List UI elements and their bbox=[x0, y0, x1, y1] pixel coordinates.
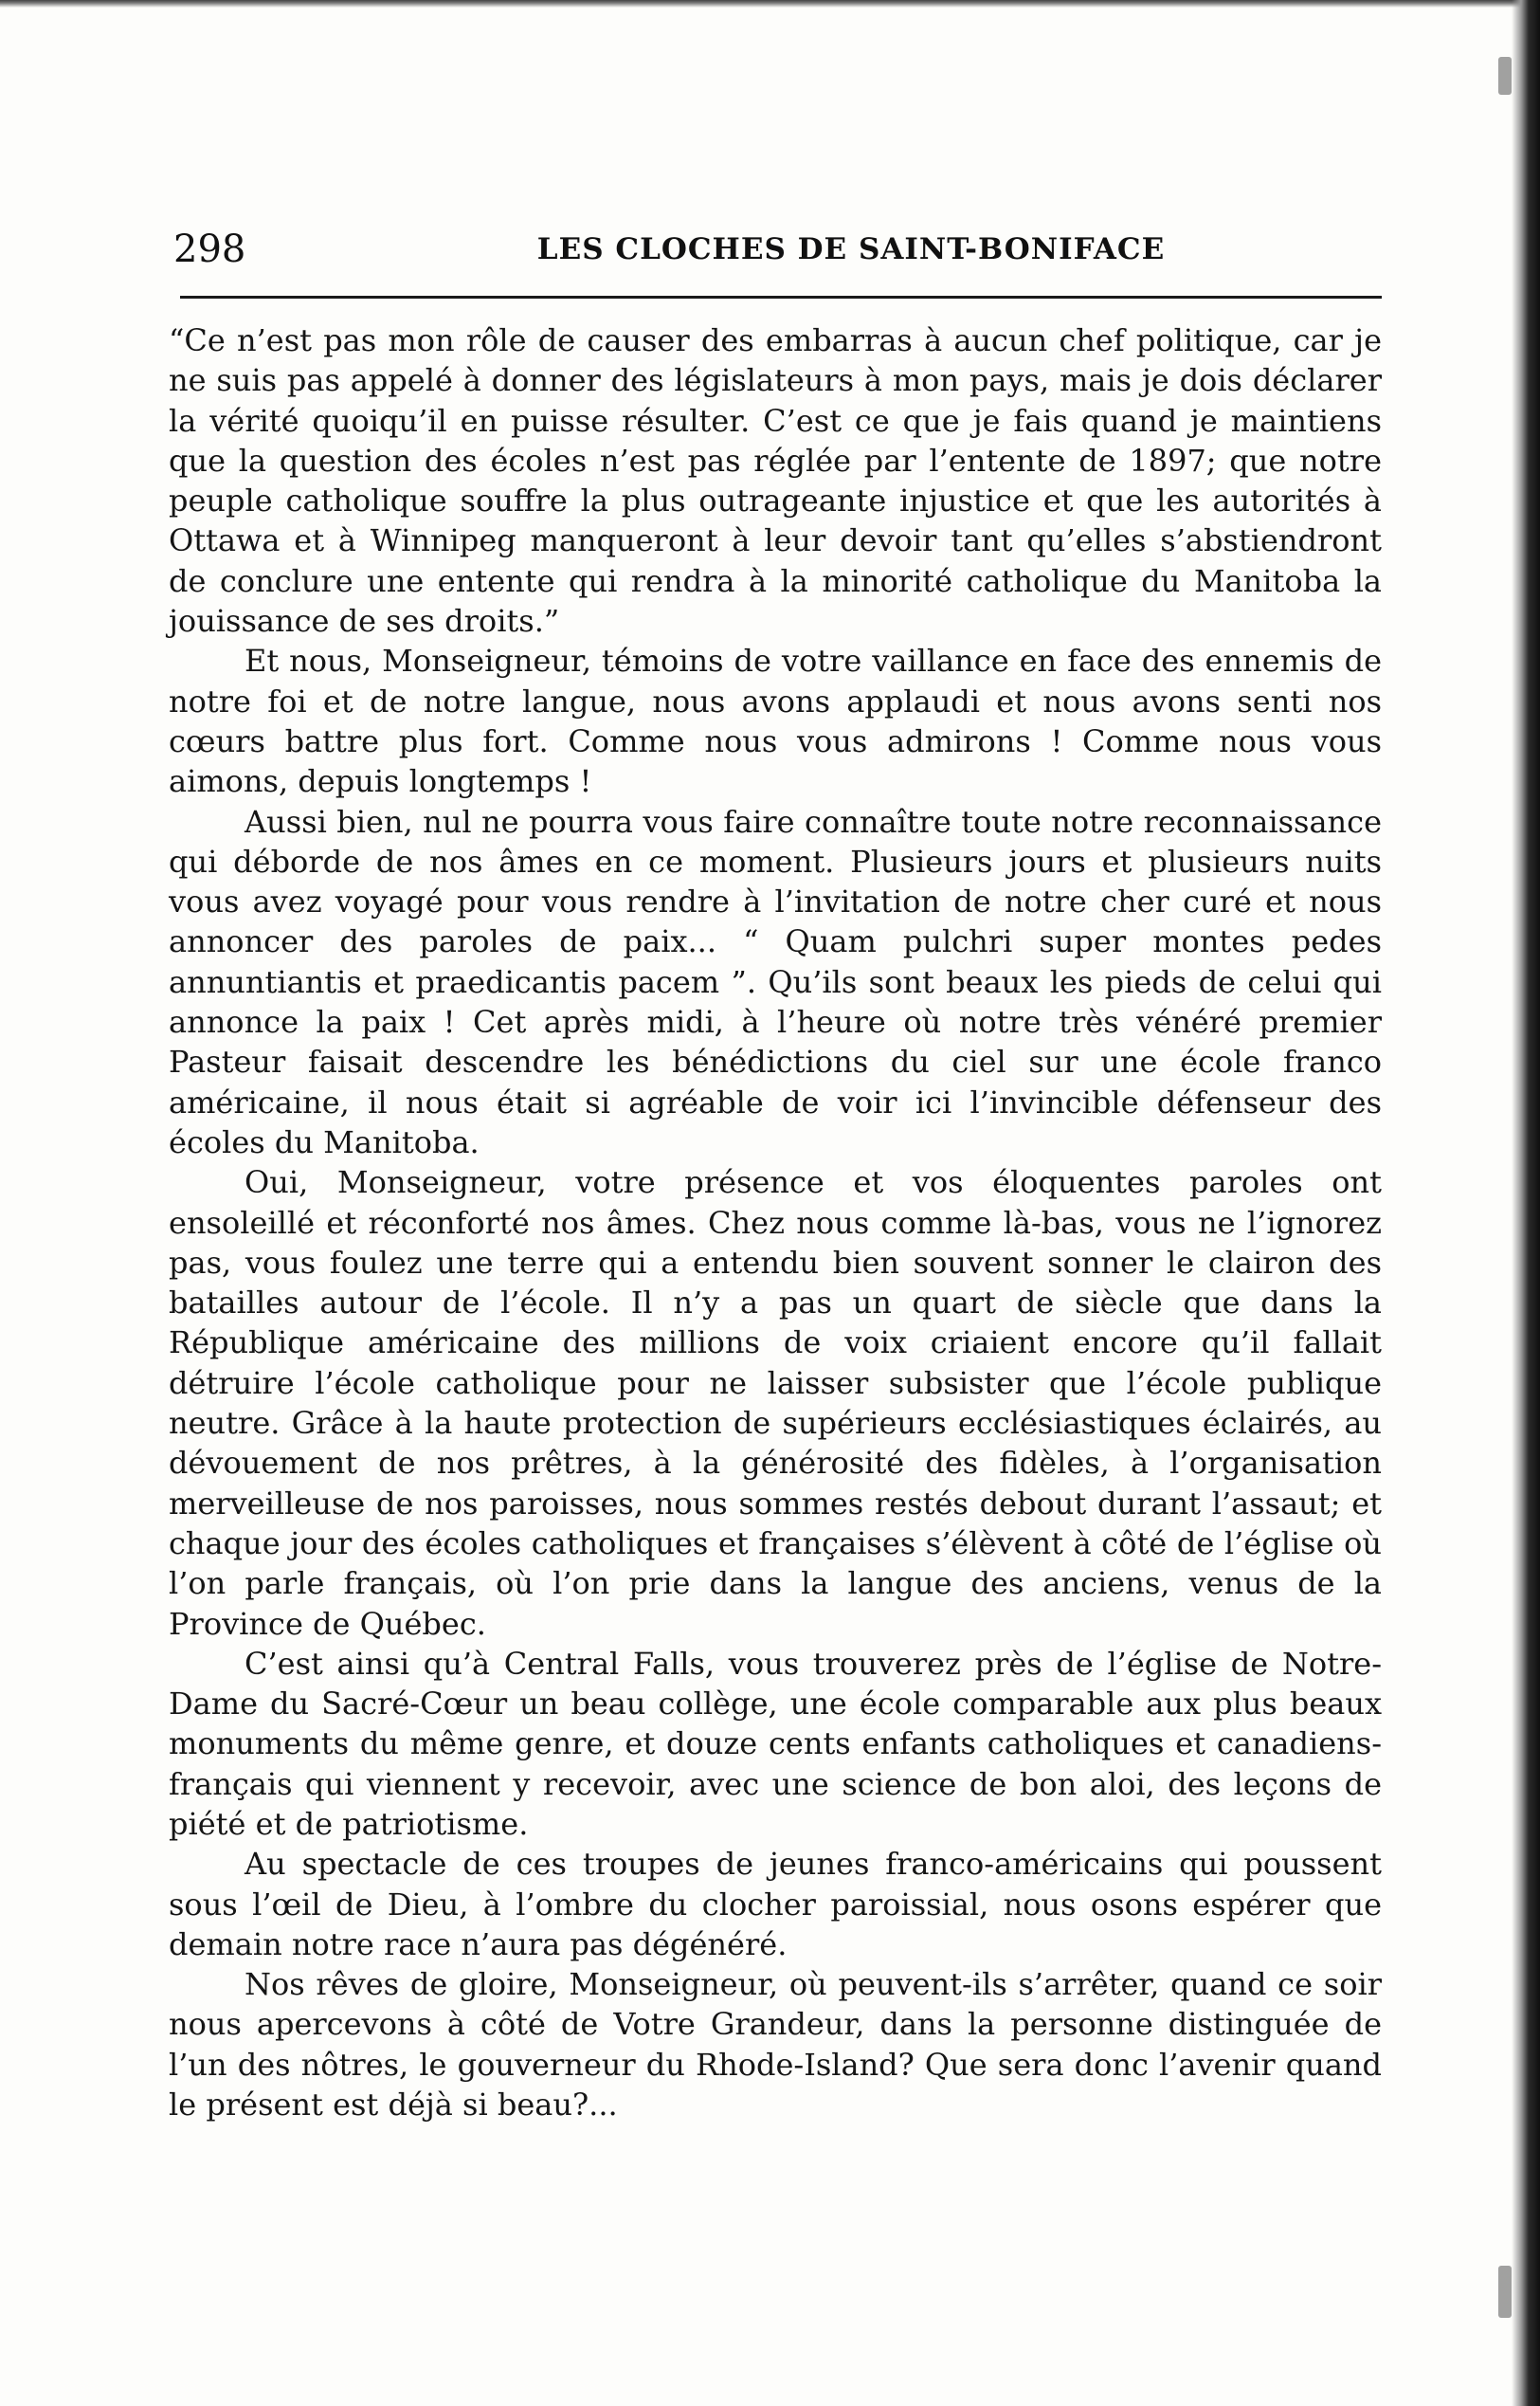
paragraph: Nos rêves de gloire, Monseigneur, où peuvent-ils s’arrêter, quand ce soir nous apercevons à côté de Votre Grandeur, dans la personne distinguée de l’un des nôtres, le gouverneur du Rhode-Island? Que sera donc l’avenir quand le présent est déjà si beau?... bbox=[169, 1966, 1382, 2123]
paragraph: Et nous, Monseigneur, témoins de votre vaillance en face des ennemis de notre foi et de notre langue, nous avons applaudi et nous avons senti nos cœurs battre plus fort. Comme nous vous admirons ! Comme nous vous aimons, depuis longtemps ! bbox=[169, 643, 1382, 800]
paragraph: Aussi bien, nul ne pourra vous faire connaître toute notre reconnaissance qui déborde de nos âmes en ce moment. Plusieurs jours et plusieurs nuits vous avez voyagé pour vous rendre à l’invitation de notre cher curé et nous annoncer des paroles de paix... “ Quam pulchri super montes pedes annuntiantis et praedicantis pacem ”. Qu’ils sont beaux les pieds de celui qui annonce la paix ! Cet après midi, à l’heure où notre très vénéré premier Pasteur faisait descendre les bénédictions du ciel sur une école franco américaine, il nous était si agréable de voir ici l’invincible défenseur des écoles du Manitoba. bbox=[169, 803, 1382, 1160]
page-number: 298 bbox=[173, 228, 246, 271]
paragraph: Oui, Monseigneur, votre présence et vos éloquentes paroles ont ensoleillé et réconforté nos âmes. Chez nous comme là-bas, vous ne l’ignorez pas, vous foulez une terre qui a entendu bien souvent sonner le clairon des batailles autour de l’école. Il n’y a pas un quart de siècle que dans la République américaine des millions de voix criaient encore qu’il fallait détruire l’école catholique pour ne laisser subsister que l’école publique neutre. Grâce à la haute protection de supérieurs ecclésiastiques éclairés, au dévouement de nos prêtres, à la générosité des fidèles, à l’organisation merveilleuse de nos paroisses, nous sommes restés debout durant l’assaut; et chaque jour des écoles catholiques et françaises s’élèvent à côté de l’église où l’on parle français, où l’on prie dans la langue des anciens, venus de la Province de Québec. bbox=[169, 1164, 1382, 1642]
header-rule bbox=[180, 296, 1382, 299]
paragraph: “Ce n’est pas mon rôle de causer des embarras à aucun chef politique, car je ne suis pas appelé à donner des législateurs à mon pays, mais je dois déclarer la vérité quoiqu’il en puisse résulter. C’est ce que je fais quand je maintiens que la question des écoles n’est pas réglée par l’entente de 1897; que notre peuple catholique souffre la plus outrageante injustice et que les autorités à Ottawa et à Winnipeg manqueront à leur devoir tant qu’elles s’abstiendront de conclure une entente qui rendra à la minorité catholique du Manitoba la jouissance de ses droits.” bbox=[169, 322, 1382, 640]
page-header bbox=[173, 226, 1382, 273]
scan-artifact bbox=[1498, 2266, 1512, 2318]
scan-top-edge bbox=[0, 0, 1540, 8]
scan-right-edge bbox=[1512, 0, 1540, 2406]
paragraph: C’est ainsi qu’à Central Falls, vous trouverez près de l’église de Notre-Dame du Sacré-Cœur un beau collège, une école comparable aux plus beaux monuments du même genre, et douze cents enfants catholiques et canadiens-français qui viennent y recevoir, avec une science de bon aloi, des leçons de piété et de patriotisme. bbox=[169, 1645, 1382, 1842]
scan-artifact bbox=[1498, 57, 1512, 95]
body-text bbox=[169, 320, 1382, 2124]
running-title: LES CLOCHES DE SAINT-BONIFACE bbox=[536, 232, 1166, 266]
paragraph: Au spectacle de ces troupes de jeunes franco-américains qui poussent sous l’œil de Dieu, à l’ombre du clocher paroissial, nous osons espérer que demain notre race n’aura pas dégénéré. bbox=[169, 1846, 1382, 1962]
